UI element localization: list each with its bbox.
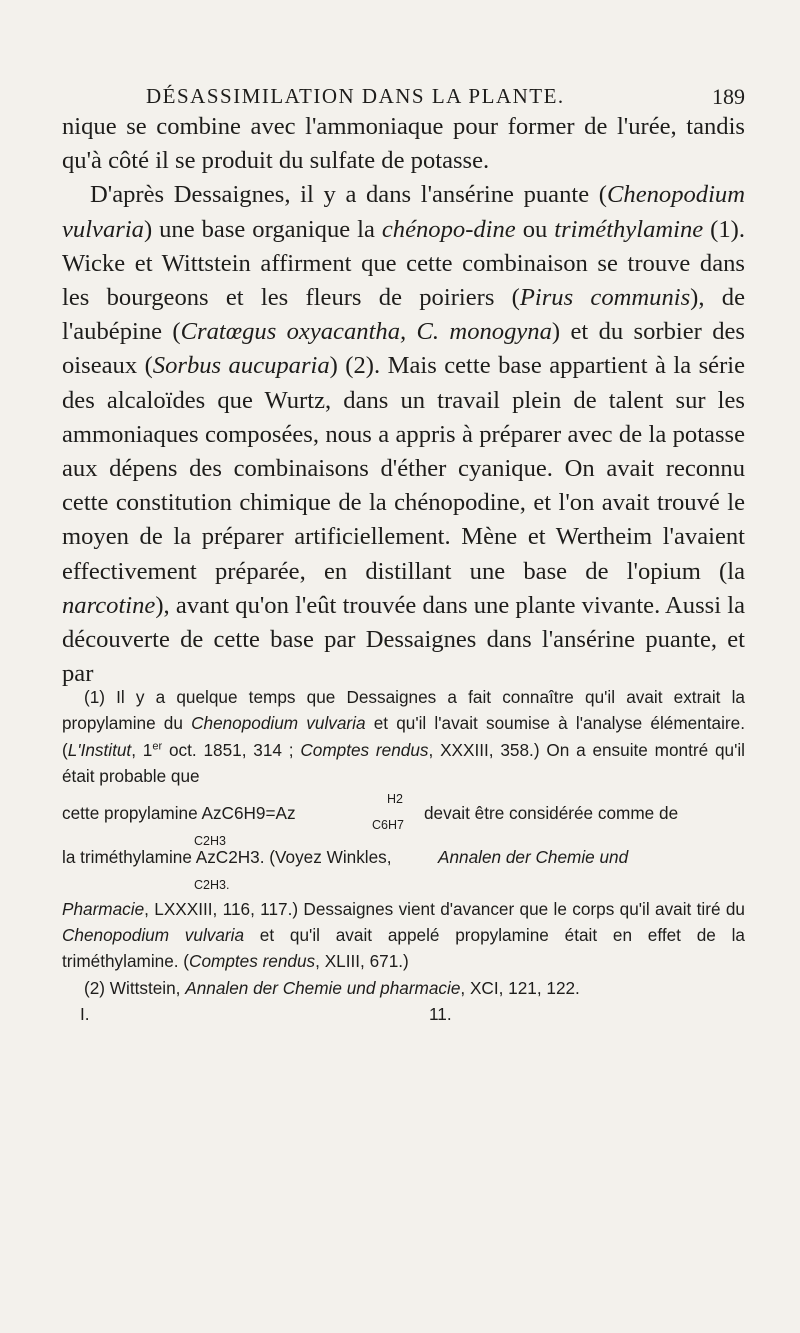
signature-left: I. [80, 1004, 90, 1025]
footnote-1-formula-line-2 [62, 830, 745, 870]
formula-journal-title: Annalen der Chemie und [438, 846, 629, 867]
footnote-1-intro: (1) Il y a quelque temps que Dessaignes a fait connaître qu'il avait extrait la propylamine du Chenopodium vulvaria et qu'il l'avait soumise à l'analyse élémentaire. (L'Institut, 1er oct. 1851, 314 ; Comptes rendus, XXXIII, 358.) On a ensuite montré qu'il était probable que [62, 687, 746, 787]
footnote-1-rest: Pharmacie, LXXXIII, 116, 117.) Dessaignes vient d'avancer que le corps qu'il avait tiré du Chenopodium vulvaria et qu'il avait appelé propylamine était en effet de la triméthylamine. (Comptes rendus, XLIII, 671.) [62, 898, 745, 972]
formula-subscript: C6H7 [372, 817, 404, 832]
body-text [62, 110, 745, 691]
paragraph-2: D'après Dessaignes, il y a dans l'ansérine puante (Chenopodium vulvaria) une base organique la chénopo-dine ou triméthylamine (1). Wicke et Wittstein affirment que cette combinaison se trouve dans les bourgeons et les fleurs de poiriers (Pirus communis), de l'aubépine (Cratœgus oxyacantha, C. monogyna) et du sorbier des oiseaux (Sorbus aucuparia) (2). Mais cette base appartient à la série des alcaloïdes que Wurtz, dans un travail plein de talent sur les ammoniaques composées, nous a appris à préparer avec de la potasse aux dépens des combinaisons d'éther cyanique. On avait reconnu cette constitution chimique de la chénopodine, et l'on avait trouvé le moyen de la préparer artificiellement. Mène et Wertheim l'avaient effectivement préparée, en distillant une base de l'opium (la narcotine), avant qu'on l'eût trouvée dans une plante vivante. Aussi la découverte de cette base par Dessaignes dans l'ansérine puante, et par [62, 181, 746, 688]
footnote-2: (2) Wittstein, Annalen der Chemie und pharmacie, XCI, 121, 122. [84, 977, 580, 998]
footnotes [62, 684, 745, 1025]
formula-continuation: devait être considérée comme de [424, 802, 679, 823]
formula-superscript: H2 [387, 791, 403, 806]
page-number: 189 [712, 84, 745, 109]
signature-right: 11. [429, 1004, 452, 1025]
formula-text-2: la triméthylamine AzC2H3. (Voyez Winkles, [62, 846, 392, 867]
running-title: DÉSASSIMILATION DANS LA PLANTE. [146, 84, 565, 108]
formula-subscript-2: C2H3. [194, 877, 230, 892]
footnote-1-formula-line-3 [62, 870, 745, 896]
paragraph-1: nique se combine avec l'ammoniaque pour former de l'urée, tandis qu'à côté il se produit du sulfate de potasse. [62, 113, 745, 175]
formula-text: cette propylamine AzC6H9=Az [62, 802, 296, 823]
formula-superscript-2: C2H3 [194, 833, 226, 848]
footnote-1-formula-line-1 [62, 790, 745, 830]
signature-line [62, 1001, 745, 1025]
